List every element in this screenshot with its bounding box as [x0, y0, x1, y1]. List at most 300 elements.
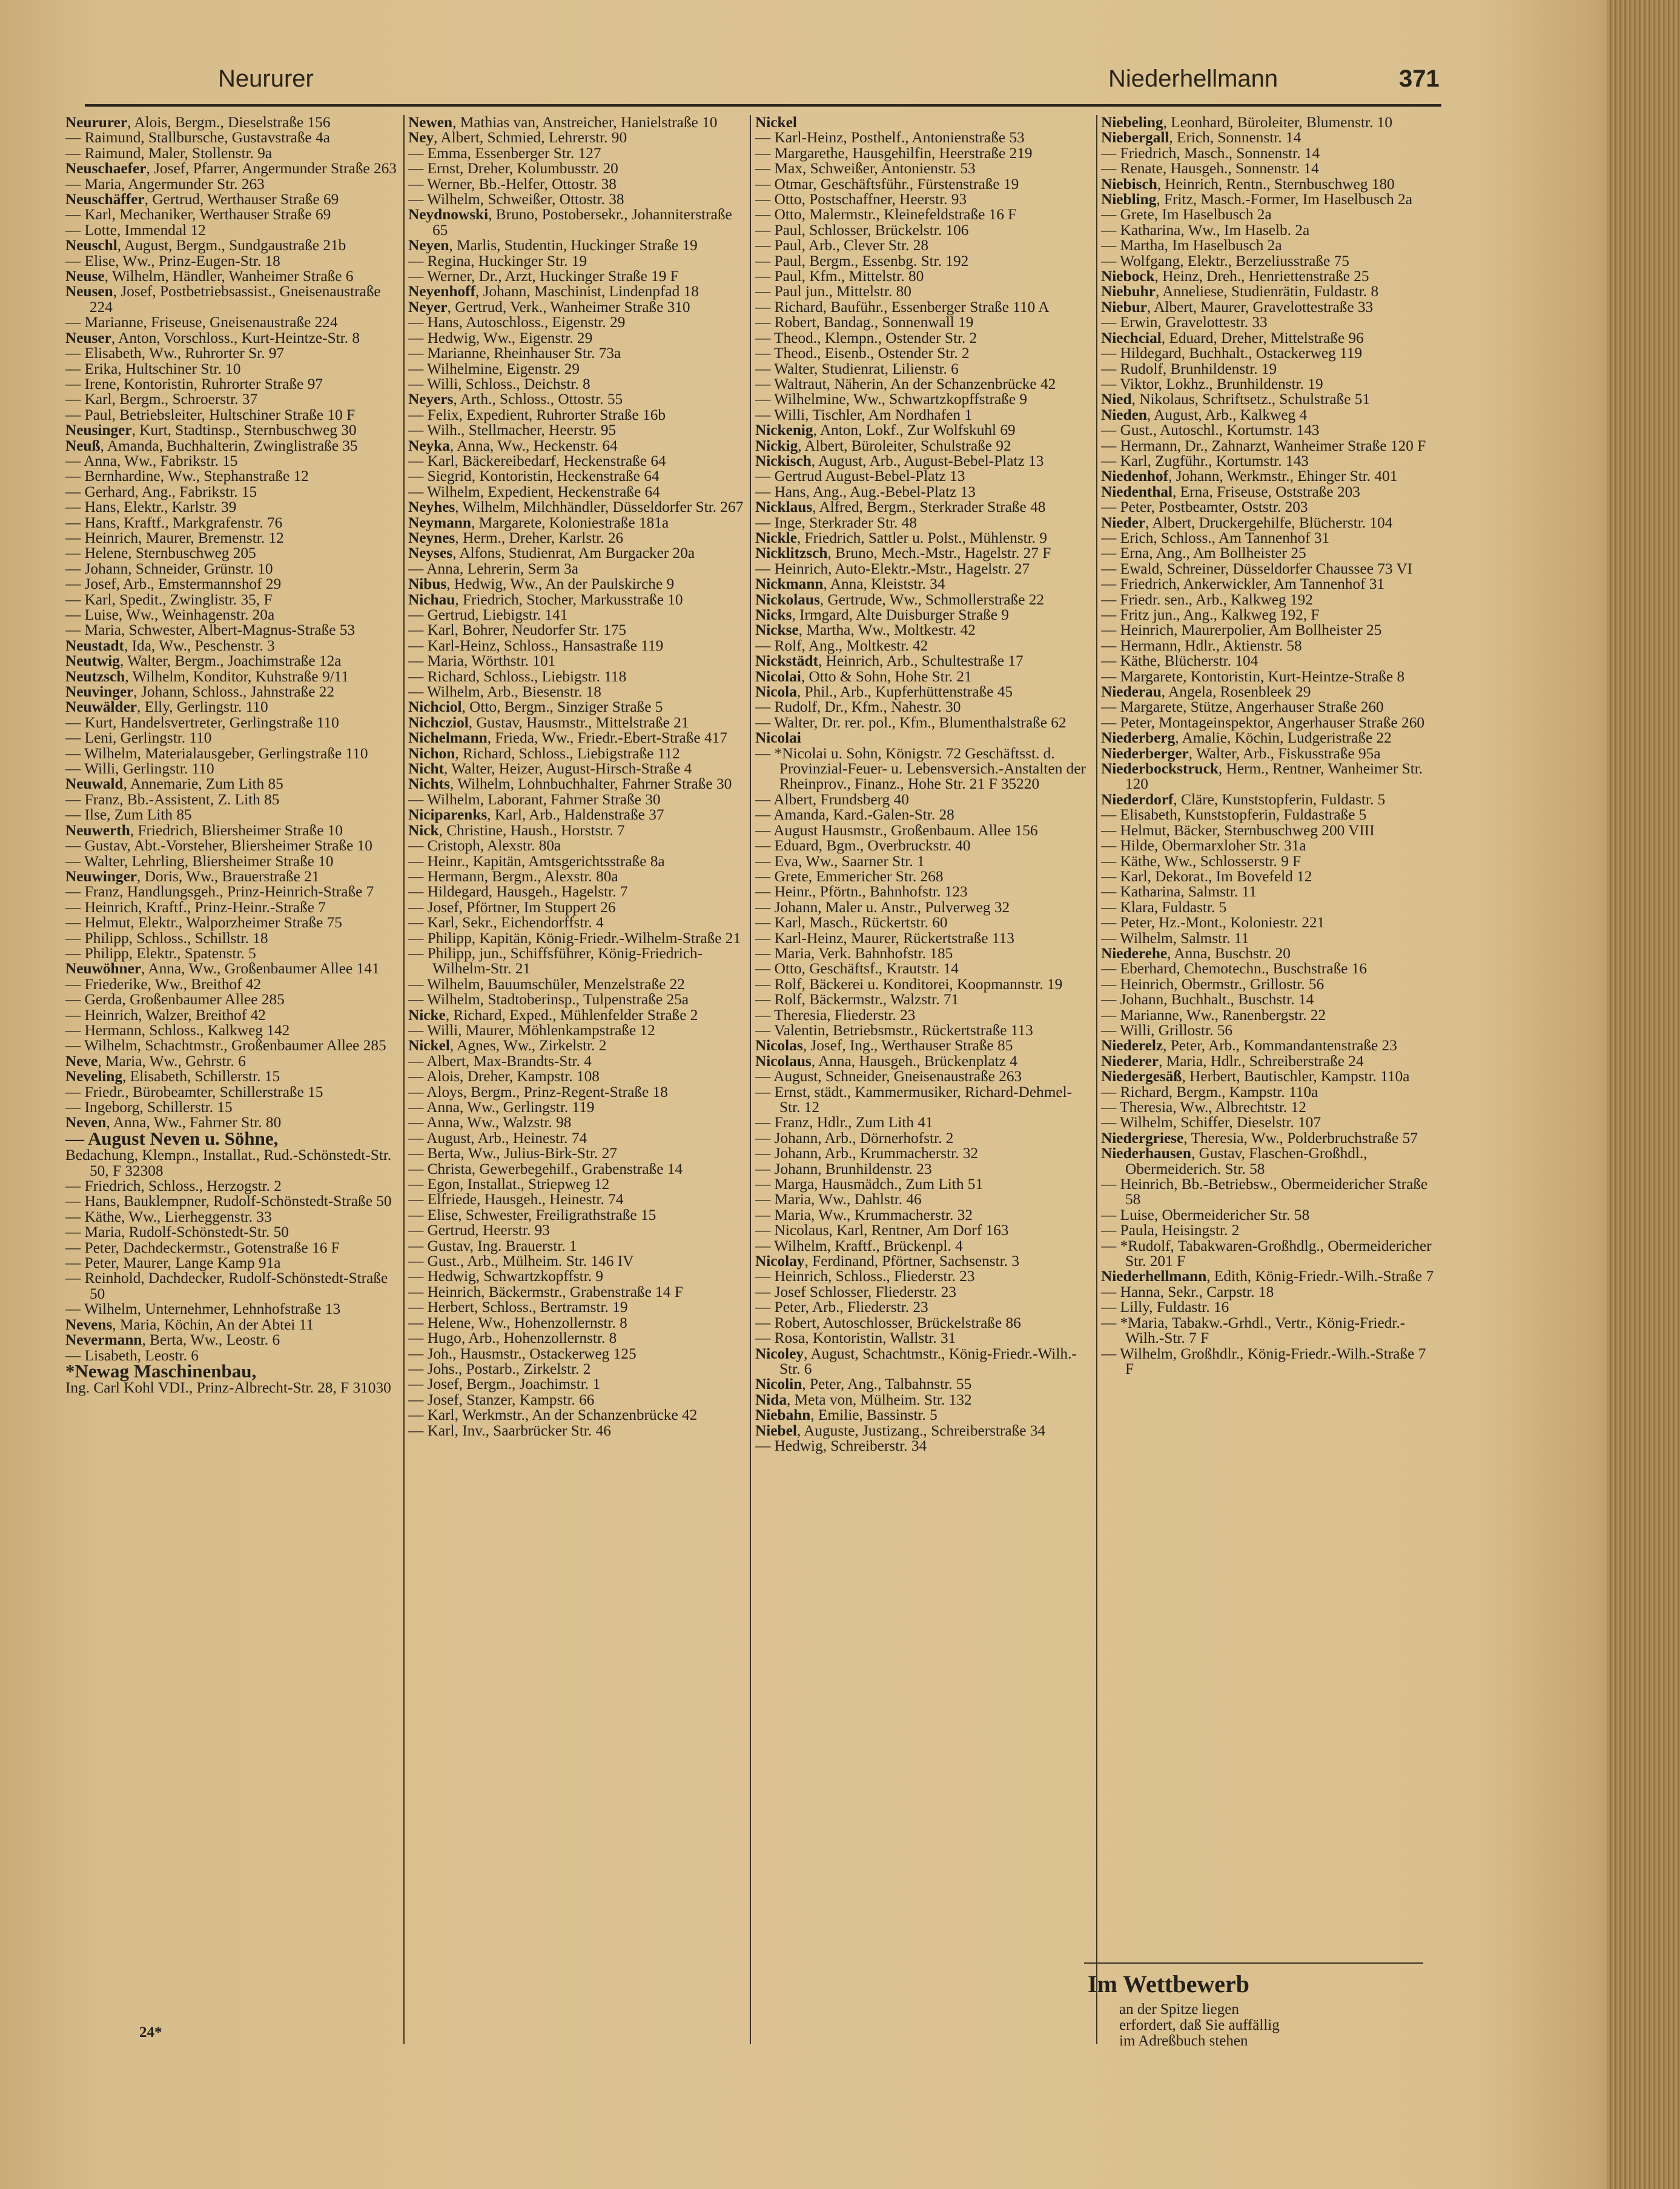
- directory-entry: Neuser, Anton, Vorschloss., Kurt-Heintze-Str. 8: [65, 329, 360, 346]
- page-number: 371: [1399, 65, 1440, 92]
- directory-entry: — Klara, Fuldastr. 5: [1101, 898, 1227, 916]
- directory-entry: — Heinrich, Schloss., Fliederstr. 23: [755, 1268, 975, 1285]
- directory-entry: Nicolin, Peter, Ang., Talbahnstr. 55: [755, 1376, 972, 1393]
- directory-entry: Ing. Carl Kohl VDI., Prinz-Albrecht-Str. 28, F 31030: [65, 1379, 391, 1397]
- directory-entry: — Theresia, Ww., Albrechtstr. 12: [1101, 1099, 1306, 1116]
- directory-entry: Niederdorf, Cläre, Kunststopferin, Fuldastr. 5: [1101, 790, 1386, 808]
- directory-entry: — Karl, Bäckereibedarf, Heckenstraße 64: [408, 452, 666, 469]
- directory-entry: — Albert, Max-Brandts-Str. 4: [408, 1052, 592, 1070]
- directory-entry: Neymann, Margarete, Koloniestraße 181a: [408, 514, 669, 531]
- directory-entry: Nickmann, Anna, Kleiststr. 34: [755, 575, 945, 593]
- directory-entry: — Heinrich, Obermstr., Grillostr. 56: [1101, 975, 1324, 993]
- directory-entry: Nickel, Agnes, Ww., Zirkelstr. 2: [408, 1037, 607, 1055]
- directory-entry: — Hanna, Sekr., Carpstr. 18: [1101, 1283, 1274, 1300]
- directory-entry: Neyhes, Wilhelm, Milchhändler, Düsseldorfer Str. 267: [408, 498, 744, 516]
- directory-entry: — Karl, Mechaniker, Werthauser Straße 69: [65, 206, 331, 224]
- directory-entry: — Johann, Arb., Dörnerhofstr. 2: [755, 1129, 954, 1147]
- directory-entry: — Grete, Im Haselbusch 2a: [1101, 206, 1272, 224]
- directory-entry: — Heinrich, Walzer, Breithof 42: [65, 1006, 266, 1024]
- directory-entry: — Robert, Autoschlosser, Brückelstraße 86: [755, 1314, 1021, 1331]
- directory-entry: — Willi, Maurer, Möhlenkampstraße 12: [408, 1021, 655, 1039]
- directory-entry: Nichts, Wilhelm, Lohnbuchhalter, Fahrner Straße 30: [408, 775, 732, 793]
- directory-entry: — Marianne, Friseuse, Gneisenaustraße 224: [65, 314, 338, 331]
- directory-entry: Nichcziol, Gustav, Hausmstr., Mittelstraße 21: [408, 714, 689, 731]
- directory-entry: — Hugo, Arb., Hohenzollernstr. 8: [408, 1330, 617, 1347]
- directory-entry: — Johann, Buchhalt., Buschstr. 14: [1101, 991, 1314, 1008]
- directory-entry: Neuwerth, Friedrich, Bliersheimer Straße 10: [65, 821, 343, 839]
- header-left: Neururer: [218, 65, 314, 92]
- directory-entry: Nickse, Martha, Ww., Moltkestr. 42: [755, 621, 976, 639]
- directory-entry: Nickel: [755, 115, 797, 131]
- directory-entry: Niedenhof, Johann, Werkmstr., Ehinger Str. 401: [1101, 468, 1398, 485]
- directory-entry: — Christa, Gewerbegehilf., Grabenstraße 14: [408, 1160, 683, 1177]
- directory-entry: — Peter, Dachdeckermstr., Gotenstraße 16 F: [65, 1239, 340, 1256]
- directory-entry: — Walter, Dr. rer. pol., Kfm., Blumenthalstraße 62: [755, 714, 1067, 731]
- directory-entry: Nibus, Hedwig, Ww., An der Paulskirche 9: [408, 575, 675, 593]
- directory-entry: Neuß, Amanda, Buchhalterin, Zwinglistraße 35: [65, 437, 358, 454]
- directory-entry: Neydnowski, Bruno, Postobersekr., Johanniterstraße 65: [408, 206, 732, 239]
- directory-entry: — August Hausmstr., Großenbaum. Allee 156: [755, 821, 1038, 839]
- directory-entry: — Gertrud, Liebigstr. 141: [408, 606, 568, 623]
- directory-entry: Nickenig, Anton, Lokf., Zur Wolfskuhl 69: [755, 422, 1016, 439]
- column-1: [65, 115, 402, 2029]
- directory-entry: — Otto, Geschäftsf., Krautstr. 14: [755, 960, 959, 978]
- directory-entry: — Wilhelm, Schweißer, Ottostr. 38: [408, 191, 624, 208]
- directory-entry: *Newag Maschinenbau,: [65, 1360, 257, 1382]
- directory-entry: Nichau, Friedrich, Stocher, Markusstraße 10: [408, 591, 683, 608]
- directory-entry: — Theod., Eisenb., Ostender Str. 2: [755, 345, 970, 362]
- directory-entry: — Hedwig, Ww., Eigenstr. 29: [408, 329, 593, 346]
- directory-entry: — Rolf, Bäckerei u. Konditorei, Koopmannstr. 19: [755, 975, 1063, 993]
- directory-entry: — Friederike, Ww., Breithof 42: [65, 975, 262, 993]
- directory-entry: Niederhellmann, Edith, König-Friedr.-Wilh.-Straße 7: [1101, 1268, 1434, 1285]
- directory-entry: — Maria, Ww., Dahlstr. 46: [755, 1191, 922, 1208]
- directory-entry: — Ilse, Zum Lith 85: [65, 806, 192, 824]
- directory-entry: — Paula, Heisingstr. 2: [1101, 1222, 1240, 1239]
- directory-entry: Nieden, August, Arb., Kalkweg 4: [1101, 406, 1308, 423]
- directory-entry: — Gust., Arb., Mülheim. Str. 146 IV: [408, 1253, 634, 1270]
- directory-entry: — Johann, Schneider, Grünstr. 10: [65, 560, 273, 577]
- directory-entry: — Grete, Emmericher Str. 268: [755, 867, 944, 885]
- directory-entry: — Berta, Ww., Julius-Birk-Str. 27: [408, 1145, 618, 1162]
- directory-entry: Niederberger, Walter, Arb., Fiskusstraße 95a: [1101, 744, 1381, 762]
- directory-entry: — Otto, Malermstr., Kleinefeldstraße 16 F: [755, 206, 1017, 224]
- directory-entry: — Paul jun., Mittelstr. 80: [755, 283, 911, 300]
- directory-entry: Neusinger, Kurt, Stadtinsp., Sternbuschweg 30: [65, 422, 357, 439]
- directory-entry: — Elisabeth, Kunststopferin, Fuldastraße 5: [1101, 806, 1367, 824]
- directory-entry: Nicklitzsch, Bruno, Mech.-Mstr., Hagelstr. 27 F: [755, 545, 1051, 562]
- directory-entry: — August, Schneider, Gneisenaustraße 263: [755, 1068, 1022, 1085]
- directory-entry: — Hedwig, Schreiberstr. 34: [755, 1437, 927, 1454]
- directory-entry: — Paul, Kfm., Mittelstr. 80: [755, 268, 924, 285]
- directory-entry: — Gerda, Großenbaumer Allee 285: [65, 991, 285, 1008]
- directory-entry: — Helmut, Bäcker, Sternbuschweg 200 VIII: [1101, 821, 1375, 839]
- directory-entry: — Martha, Im Haselbusch 2a: [1101, 237, 1282, 254]
- directory-entry: — Ewald, Schreiner, Düsseldorfer Chaussee 73 VI: [1101, 560, 1413, 577]
- directory-entry: — Anna, Ww., Fabrikstr. 15: [65, 452, 238, 469]
- directory-entry: — Hedwig, Schwartzkopffstr. 9: [408, 1268, 604, 1285]
- directory-entry: — Peter, Arb., Fliederstr. 23: [755, 1299, 928, 1316]
- directory-entry: — Hans, Ang., Aug.-Bebel-Platz 13: [755, 483, 976, 500]
- directory-entry: — Käthe, Ww., Schlosserstr. 9 F: [1101, 852, 1301, 870]
- directory-entry: — August Neven u. Söhne,: [65, 1127, 279, 1149]
- directory-entry: Niederau, Angela, Rosenbleek 29: [1101, 683, 1311, 701]
- directory-entry: Nickig, Albert, Büroleiter, Schulstraße 92: [755, 437, 1011, 454]
- directory-entry: — *Maria, Tabakw.-Grhdl., Vertr., König-Friedr.-Wilh.-Str. 7 F: [1101, 1314, 1406, 1347]
- directory-entry: — Theod., Klempn., Ostender Str. 2: [755, 329, 977, 346]
- column-4: [1101, 115, 1437, 2029]
- directory-entry: — Rudolf, Dr., Kfm., Nahestr. 30: [755, 698, 961, 716]
- directory-entry: Neuse, Wilhelm, Händler, Wanheimer Straße 6: [65, 268, 354, 285]
- directory-entry: — Josef, Pförtner, Im Stuppert 26: [408, 898, 616, 916]
- directory-entry: Niederhausen, Gustav, Flaschen-Großhdl., Obermeiderich. Str. 58: [1101, 1145, 1367, 1177]
- directory-entry: — Max, Schweißer, Antonienstr. 53: [755, 160, 976, 177]
- directory-entry: — Heinrich, Kraftf., Prinz-Heinr.-Straße 7: [65, 898, 326, 916]
- directory-entry: Nicolai: [755, 729, 801, 747]
- directory-entry: — Inge, Sterkrader Str. 48: [755, 514, 917, 531]
- directory-entry: — Emma, Essenberger Str. 127: [408, 144, 601, 162]
- directory-entry: Neururer, Alois, Bergm., Dieselstraße 156: [65, 115, 331, 131]
- directory-entry: — Peter, Maurer, Lange Kamp 91a: [65, 1254, 281, 1272]
- directory-entry: Neuwald, Annemarie, Zum Lith 85: [65, 775, 283, 793]
- directory-entry: Neuschl, August, Bergm., Sundgaustraße 21b: [65, 237, 346, 254]
- directory-entry: Neuschäffer, Gertrud, Werthauser Straße 69: [65, 191, 339, 208]
- signature-mark: 24*: [139, 2024, 162, 2041]
- directory-entry: — Marianne, Rheinhauser Str. 73a: [408, 345, 621, 362]
- directory-entry: Niechcial, Eduard, Dreher, Mittelstraße 96: [1101, 329, 1364, 346]
- directory-entry: — Otto, Postschaffner, Heerstr. 93: [755, 191, 967, 208]
- directory-entry: — Anna, Lehrerin, Serm 3a: [408, 560, 578, 577]
- directory-entry: — Josef, Bergm., Joachimstr. 1: [408, 1376, 601, 1393]
- directory-entry: — Marga, Hausmädch., Zum Lith 51: [755, 1176, 984, 1193]
- directory-entry: — Friedr., Bürobeamter, Schillerstraße 15: [65, 1083, 323, 1101]
- directory-entry: — Peter, Montageinspektor, Angerhauser Straße 260: [1101, 714, 1425, 731]
- directory-entry: — Karl, Inv., Saarbrücker Str. 46: [408, 1422, 611, 1439]
- directory-entry: Neve, Maria, Ww., Gehrstr. 6: [65, 1052, 246, 1070]
- directory-entry: Neyka, Anna, Ww., Heckenstr. 64: [408, 437, 618, 454]
- directory-entry: — Rolf, Ang., Moltkestr. 42: [755, 637, 928, 654]
- directory-entry: — *Nicolai u. Sohn, Königstr. 72 Geschäftsst. d. Provinzial-Feuer- u. Lebensversich.-Anstalten der Rheinprov., Finanz., Hohe Str. 21 F 35220: [755, 744, 1086, 793]
- directory-entry: Nicolas, Josef, Ing., Werthauser Straße 85: [755, 1037, 1013, 1055]
- directory-entry: — Elise, Ww., Prinz-Eugen-Str. 18: [65, 252, 280, 270]
- directory-entry: Nickstädt, Heinrich, Arb., Schultestraße 17: [755, 652, 1024, 670]
- directory-entry: — Karl, Bohrer, Neudorfer Str. 175: [408, 621, 627, 639]
- directory-entry: Nicks, Irmgard, Alte Duisburger Straße 9: [755, 606, 1009, 623]
- advert-line: im Adreßbuch stehen: [1119, 2033, 1248, 2049]
- directory-entry: — Peter, Hz.-Mont., Koloniestr. 221: [1101, 914, 1325, 932]
- directory-entry: Niebeling, Leonhard, Büroleiter, Blumenstr. 10: [1101, 115, 1392, 131]
- directory-entry: Niederelz, Peter, Arb., Kommandantenstraße 23: [1101, 1037, 1397, 1055]
- directory-entry: Neuwälder, Elly, Gerlingstr. 110: [65, 698, 268, 716]
- directory-entry: — Josef, Stanzer, Kampstr. 66: [408, 1391, 595, 1408]
- directory-entry: — Heinrich, Bäckermstr., Grabenstraße 14 F: [408, 1283, 683, 1300]
- directory-entry: Neuschaefer, Josef, Pfarrer, Angermunder Straße 263: [65, 160, 397, 177]
- directory-entry: — Eduard, Bgm., Overbruckstr. 40: [755, 837, 971, 855]
- directory-entry: Niebisch, Heinrich, Rentn., Sternbuschweg 180: [1101, 175, 1395, 193]
- directory-entry: — Margarete, Stütze, Angerhauser Straße 260: [1101, 698, 1384, 716]
- directory-entry: — Karl-Heinz, Schloss., Hansastraße 119: [408, 637, 664, 654]
- directory-entry: — Franz, Hdlr., Zum Lith 41: [755, 1114, 933, 1131]
- directory-entry: — Werner, Dr., Arzt, Huckinger Straße 19 F: [408, 268, 679, 285]
- directory-entry: — Willi, Schloss., Deichstr. 8: [408, 375, 590, 392]
- directory-entry: Nevens, Maria, Köchin, An der Abtei 11: [65, 1316, 314, 1333]
- directory-entry: — Karl, Bergm., Schroerstr. 37: [65, 391, 258, 408]
- directory-entry: — Philipp, Elektr., Spatenstr. 5: [65, 944, 256, 962]
- header-rule: [85, 104, 1441, 107]
- directory-entry: — Luise, Ww., Weinhagenstr. 20a: [65, 606, 275, 623]
- directory-entry: — Helene, Sternbuschweg 205: [65, 545, 256, 562]
- directory-entry: — Anna, Ww., Walzstr. 98: [408, 1114, 572, 1131]
- directory-entry: — Albert, Frundsberg 40: [755, 790, 909, 808]
- directory-entry: Niedergesäß, Herbert, Bautischler, Kampstr. 110a: [1101, 1068, 1410, 1085]
- directory-entry: — Erwin, Gravelottestr. 33: [1101, 314, 1268, 331]
- header-right: Niederhellmann: [1108, 65, 1278, 92]
- directory-entry: — Lotte, Immendal 12: [65, 221, 206, 239]
- directory-entry: — Richard, Schloss., Liebigstr. 118: [408, 667, 627, 685]
- directory-entry: — Wilhelm, Kraftf., Brückenpl. 4: [755, 1237, 963, 1254]
- directory-entry: — Paul, Arb., Clever Str. 28: [755, 237, 928, 254]
- directory-entry: — Heinrich, Auto-Elektr.-Mstr., Hagelstr. 27: [755, 560, 1030, 577]
- directory-entry: — Rudolf, Brunhildenstr. 19: [1101, 360, 1277, 377]
- directory-entry: — Wilhelm, Großhdlr., König-Friedr.-Wilh.-Straße 7 F: [1101, 1345, 1426, 1377]
- directory-entry: Neyer, Gertrud, Verk., Wanheimer Straße 310: [408, 298, 690, 316]
- directory-entry: — *Rudolf, Tabakwaren-Großhdlg., Obermeidericher Str. 201 F: [1101, 1237, 1432, 1270]
- directory-entry: Neustadt, Ida, Ww., Peschenstr. 3: [65, 637, 275, 654]
- directory-entry: — Robert, Bandag., Sonnenwall 19: [755, 314, 974, 331]
- directory-entry: Nichon, Richard, Schloss., Liebigstraße 112: [408, 744, 680, 762]
- directory-entry: — Maria, Angermunder Str. 263: [65, 175, 265, 193]
- directory-entry: — Hilde, Obermarxloher Str. 31a: [1101, 837, 1306, 855]
- directory-entry: — Hermann, Dr., Zahnarzt, Wanheimer Straße 120 F: [1101, 437, 1426, 454]
- directory-entry: — Friedrich, Schloss., Herzogstr. 2: [65, 1177, 282, 1195]
- directory-entry: — Lisabeth, Leostr. 6: [65, 1346, 199, 1364]
- directory-entry: — Karl-Heinz, Posthelf., Antonienstraße 53: [755, 129, 1025, 147]
- page-edge: [1607, 0, 1680, 2189]
- directory-entry: — Hildegard, Hausgeh., Hagelstr. 7: [408, 883, 628, 901]
- directory-entry: — Wilhelm, Bauumschüler, Menzelstraße 22: [408, 975, 685, 993]
- directory-entry: — Friedr. sen., Arb., Kalkweg 192: [1101, 591, 1313, 608]
- directory-entry: — Karl-Heinz, Maurer, Rückertstraße 113: [755, 929, 1014, 947]
- directory-entry: — Erich, Schloss., Am Tannenhof 31: [1101, 529, 1330, 546]
- directory-entry: — Katharina, Ww., Im Haselb. 2a: [1101, 221, 1310, 239]
- directory-entry: Nied, Nikolaus, Schriftsetz., Schulstraße 51: [1101, 391, 1371, 408]
- directory-entry: — Lilly, Fuldastr. 16: [1101, 1299, 1229, 1316]
- directory-entry: Niederehe, Anna, Buschstr. 20: [1101, 944, 1291, 962]
- directory-entry: — Wilhelm, Unternehmer, Lehnhofstraße 13: [65, 1300, 341, 1318]
- directory-entry: — Gustav, Ing. Brauerstr. 1: [408, 1237, 577, 1254]
- directory-entry: — Bernhardine, Ww., Stephanstraße 12: [65, 468, 309, 485]
- directory-entry: Nichciol, Otto, Bergm., Sinziger Straße 5: [408, 698, 663, 716]
- directory-entry: — Friedrich, Masch., Sonnenstr. 14: [1101, 144, 1320, 162]
- directory-entry: — Peter, Postbeamter, Oststr. 203: [1101, 498, 1308, 516]
- directory-entry: — Heinrich, Maurerpolier, Am Bollheister 25: [1101, 621, 1382, 639]
- directory-entry: — Hans, Bauklempner, Rudolf-Schönstedt-Straße 50: [65, 1193, 392, 1210]
- directory-entry: — Paul, Schlosser, Brückelstr. 106: [755, 221, 969, 239]
- directory-entry: — Wilhelm, Salmstr. 11: [1101, 929, 1249, 947]
- directory-entry: — Maria, Ww., Krummacherstr. 32: [755, 1206, 973, 1224]
- directory-entry: — Josef, Arb., Emstermannshof 29: [65, 575, 282, 593]
- directory-entry: Nicht, Walter, Heizer, August-Hirsch-Straße 4: [408, 760, 692, 778]
- directory-entry: — Hermann, Hdlr., Aktienstr. 58: [1101, 637, 1302, 654]
- directory-entry: Nicoley, August, Schachtmstr., König-Friedr.-Wilh.-Str. 6: [755, 1345, 1077, 1377]
- directory-entry: — Leni, Gerlingstr. 110: [65, 729, 212, 747]
- directory-entry: — Raimund, Stallbursche, Gustavstraße 4a: [65, 129, 330, 147]
- directory-entry: — Gertrud, Heerstr. 93: [408, 1222, 550, 1239]
- directory-entry: — Wilhelm, Arb., Biesenstr. 18: [408, 683, 601, 701]
- directory-entry: Nick, Christine, Haush., Horststr. 7: [408, 821, 625, 839]
- directory-entry: — Johann, Arb., Krummacherstr. 32: [755, 1145, 979, 1162]
- directory-entry: — Karl, Zugführ., Kortumstr. 143: [1101, 452, 1309, 469]
- directory-entry: — Egon, Installat., Striepweg 12: [408, 1176, 610, 1193]
- directory-entry: Niebergall, Erich, Sonnenstr. 14: [1101, 129, 1301, 147]
- directory-entry: — Walter, Studienrat, Lilienstr. 6: [755, 360, 959, 377]
- directory-entry: — Hans, Autoschloss., Eigenstr. 29: [408, 314, 626, 331]
- directory-entry: — Helene, Ww., Hohenzollernstr. 8: [408, 1314, 627, 1331]
- directory-entry: Nickisch, August, Arb., August-Bebel-Platz 13: [755, 452, 1044, 469]
- directory-entry: — Friedrich, Ankerwickler, Am Tannenhof 31: [1101, 575, 1385, 593]
- directory-entry: Ney, Albert, Schmied, Lehrerstr. 90: [408, 129, 627, 147]
- directory-entry: Nicolai, Otto & Sohn, Hohe Str. 21: [755, 667, 972, 685]
- directory-entry: — Raimund, Maler, Stollenstr. 9a: [65, 144, 273, 162]
- directory-entry: Nida, Meta von, Mülheim. Str. 132: [755, 1391, 972, 1408]
- directory-entry: — Ernst, städt., Kammermusiker, Richard-Dehmel-Str. 12: [755, 1083, 1073, 1116]
- directory-entry: — Margarete, Kontoristin, Kurt-Heintze-Straße 8: [1101, 667, 1405, 685]
- directory-entry: — Paul, Betriebsleiter, Hultschiner Straße 10 F: [65, 406, 356, 423]
- directory-entry: Niebling, Fritz, Masch.-Former, Im Haselbusch 2a: [1101, 191, 1412, 208]
- directory-entry: — Elfriede, Hausgeh., Heinestr. 74: [408, 1191, 624, 1208]
- directory-entry: — Marianne, Ww., Ranenbergstr. 22: [1101, 1006, 1326, 1024]
- directory-entry: Nicklaus, Alfred, Bergm., Sterkrader Straße 48: [755, 498, 1046, 516]
- directory-entry: — Philipp, jun., Schiffsführer, König-Friedrich-Wilhelm-Str. 21: [408, 944, 703, 978]
- directory-entry: — Ernst, Dreher, Kolumbusstr. 20: [408, 160, 618, 177]
- directory-entry: — Wilhelm, Expedient, Heckenstraße 64: [408, 483, 660, 500]
- directory-entry: Nieder, Albert, Druckergehilfe, Blücherstr. 104: [1101, 514, 1393, 531]
- directory-entry: — Franz, Bb.-Assistent, Z. Lith 85: [65, 790, 280, 808]
- directory-entry: — Käthe, Ww., Lierheggenstr. 33: [65, 1208, 272, 1225]
- directory-entry: — Nicolaus, Karl, Rentner, Am Dorf 163: [755, 1222, 1009, 1239]
- directory-entry: — Irene, Kontoristin, Ruhrorter Straße 97: [65, 375, 323, 392]
- directory-entry: Nicke, Richard, Exped., Mühlenfelder Straße 2: [408, 1006, 698, 1024]
- directory-entry: — Rolf, Bäckermstr., Walzstr. 71: [755, 991, 959, 1008]
- directory-entry: — August, Arb., Heinestr. 74: [408, 1129, 587, 1147]
- directory-entry: — Fritz jun., Ang., Kalkweg 192, F: [1101, 606, 1320, 623]
- directory-entry: — Joh., Hausmstr., Ostackerweg 125: [408, 1345, 637, 1362]
- directory-entry: — Felix, Expedient, Ruhrorter Straße 16b: [408, 406, 666, 423]
- column-3: [755, 115, 1091, 2029]
- directory-entry: — Anna, Ww., Gerlingstr. 119: [408, 1099, 595, 1116]
- directory-entry: — Wilhelmine, Eigenstr. 29: [408, 360, 580, 377]
- directory-entry: — Renate, Hausgeh., Sonnenstr. 14: [1101, 160, 1319, 177]
- advert-line: erfordert, daß Sie auffällig: [1119, 2017, 1280, 2033]
- directory-entry: — Richard, Bauführ., Essenberger Straße 110 A: [755, 298, 1050, 316]
- directory-entry: Niederbockstruck, Herm., Rentner, Wanheimer Str. 120: [1101, 760, 1423, 793]
- directory-entry: — Maria, Rudolf-Schönstedt-Str. 50: [65, 1224, 289, 1241]
- directory-entry: — Karl, Sekr., Eichendorffstr. 4: [408, 914, 604, 932]
- directory-entry: — Gertrud August-Bebel-Platz 13: [755, 468, 965, 485]
- directory-entry: — Josef Schlosser, Fliederstr. 23: [755, 1283, 957, 1300]
- directory-entry: — Siegrid, Kontoristin, Heckenstraße 64: [408, 468, 660, 485]
- directory-entry: Nickolaus, Gertrude, Ww., Schmollerstraße 22: [755, 591, 1045, 608]
- directory-entry: Niebahn, Emilie, Bassinstr. 5: [755, 1406, 938, 1424]
- directory-entry: Nichelmann, Frieda, Ww., Friedr.-Ebert-Straße 417: [408, 729, 727, 747]
- directory-entry: — Regina, Huckinger Str. 19: [408, 252, 587, 270]
- directory-entry: Niederer, Maria, Hdlr., Schreiberstraße 24: [1101, 1052, 1364, 1070]
- directory-entry: Neven, Anna, Ww., Fahrner Str. 80: [65, 1114, 282, 1131]
- directory-entry: — Theresia, Fliederstr. 23: [755, 1006, 916, 1024]
- directory-entry: — Paul, Bergm., Essenbg. Str. 192: [755, 252, 969, 270]
- directory-entry: — Margarethe, Hausgehilfin, Heerstraße 219: [755, 144, 1033, 162]
- directory-entry: — Franz, Handlungsgeh., Prinz-Heinrich-Straße 7: [65, 883, 374, 901]
- directory-entry: — Kurt, Handelsvertreter, Gerlingstraße 110: [65, 714, 339, 731]
- directory-entry: — Aloys, Bergm., Prinz-Regent-Straße 18: [408, 1083, 668, 1101]
- directory-entry: — Willi, Tischler, Am Nordhafen 1: [755, 406, 972, 423]
- advert-box: [1084, 1962, 1423, 2048]
- directory-entry: — Heinr., Kapitän, Amtsgerichtsstraße 8a: [408, 852, 665, 870]
- directory-entry: Neuvinger, Johann, Schloss., Jahnstraße 22: [65, 683, 335, 701]
- directory-entry: — Elisabeth, Ww., Ruhrorter Sr. 97: [65, 345, 285, 362]
- advert-line: an der Spitze liegen: [1119, 2001, 1239, 2018]
- directory-entry: Niebuhr, Anneliese, Studienrätin, Fuldastr. 8: [1101, 283, 1379, 300]
- column-2: [408, 115, 744, 2029]
- directory-entry: Nevermann, Berta, Ww., Leostr. 6: [65, 1331, 280, 1349]
- directory-entry: — Luise, Obermeidericher Str. 58: [1101, 1206, 1310, 1224]
- directory-entry: Neuwöhner, Anna, Ww., Großenbaumer Allee 141: [65, 960, 380, 978]
- directory-entry: Niciparenks, Karl, Arb., Haldenstraße 37: [408, 806, 664, 824]
- directory-entry: — Johs., Postarb., Zirkelstr. 2: [408, 1360, 591, 1377]
- directory-entry: — Katharina, Salmstr. 11: [1101, 883, 1257, 901]
- column-divider: [1096, 115, 1097, 2044]
- directory-entry: Neutwig, Walter, Bergm., Joachimstraße 12a: [65, 652, 342, 670]
- directory-entry: — Eva, Ww., Saarner Str. 1: [755, 852, 925, 870]
- directory-entry: — Karl, Dekorat., Im Bovefeld 12: [1101, 867, 1312, 885]
- directory-entry: Neveling, Elisabeth, Schillerstr. 15: [65, 1068, 280, 1085]
- directory-entry: — Gust., Autoschl., Kortumstr. 143: [1101, 422, 1320, 439]
- directory-entry: — Philipp, Kapitän, König-Friedr.-Wilhelm-Straße 21: [408, 929, 741, 947]
- directory-entry: — Wolfgang, Elektr., Berzeliusstraße 75: [1101, 252, 1349, 270]
- directory-entry: Niederberg, Amalie, Köchin, Ludgeristraße 22: [1101, 729, 1392, 747]
- directory-entry: Niedenthal, Erna, Friseuse, Oststraße 203: [1101, 483, 1360, 500]
- directory-entry: — Wilhelmine, Ww., Schwartzkopffstraße 9: [755, 391, 1028, 408]
- directory-entry: — Karl, Werkmstr., An der Schanzenbrücke 42: [408, 1406, 698, 1424]
- directory-entry: — Rosa, Kontoristin, Wallstr. 31: [755, 1330, 956, 1347]
- directory-entry: Niebel, Auguste, Justizang., Schreiberstraße 34: [755, 1422, 1046, 1439]
- directory-entry: Neusen, Josef, Postbetriebsassist., Gneisenaustraße 224: [65, 283, 381, 316]
- directory-entry: — Wilhelm, Schachtmstr., Großenbaumer Allee 285: [65, 1037, 386, 1055]
- directory-entry: — Erika, Hultschiner Str. 10: [65, 360, 241, 377]
- directory-entry: — Käthe, Blücherstr. 104: [1101, 652, 1258, 670]
- directory-entry: Niedergriese, Theresia, Ww., Polderbruchstraße 57: [1101, 1129, 1418, 1147]
- directory-entry: Neutzsch, Wilhelm, Konditor, Kuhstraße 9/11: [65, 667, 349, 685]
- directory-entry: — Karl, Spedit., Zwinglistr. 35, F: [65, 591, 273, 608]
- directory-entry: — Johann, Maler u. Anstr., Pulverweg 32: [755, 898, 1010, 916]
- column-divider: [750, 115, 751, 2044]
- directory-entry: — Maria, Verk. Bahnhofstr. 185: [755, 944, 953, 962]
- advert-title: Im Wettbewerb: [1088, 1970, 1249, 1998]
- directory-entry: Nicolaus, Anna, Hausgeh., Brückenplatz 4: [755, 1052, 1017, 1070]
- directory-entry: — Johann, Brunhildenstr. 23: [755, 1160, 932, 1177]
- directory-entry: Niebock, Heinz, Dreh., Henriettenstraße 25: [1101, 268, 1369, 285]
- directory-entry: Nicolay, Ferdinand, Pförtner, Sachsenstr. 3: [755, 1253, 1019, 1270]
- directory-entry: — Karl, Masch., Rückertstr. 60: [755, 914, 948, 932]
- directory-entry: — Eberhard, Chemotechn., Buschstraße 16: [1101, 960, 1367, 978]
- directory-entry: Neyses, Alfons, Studienrat, Am Burgacker 20a: [408, 545, 695, 562]
- directory-entry: — Wilh., Stellmacher, Heerstr. 95: [408, 422, 617, 439]
- directory-entry: — Richard, Bergm., Kampstr. 110a: [1101, 1083, 1318, 1101]
- directory-entry: — Wilhelm, Laborant, Fahrner Straße 30: [408, 790, 661, 808]
- directory-entry: — Maria, Wörthstr. 101: [408, 652, 556, 670]
- directory-entry: — Hans, Elektr., Karlstr. 39: [65, 498, 237, 516]
- directory-entry: — Alois, Dreher, Kampstr. 108: [408, 1068, 600, 1085]
